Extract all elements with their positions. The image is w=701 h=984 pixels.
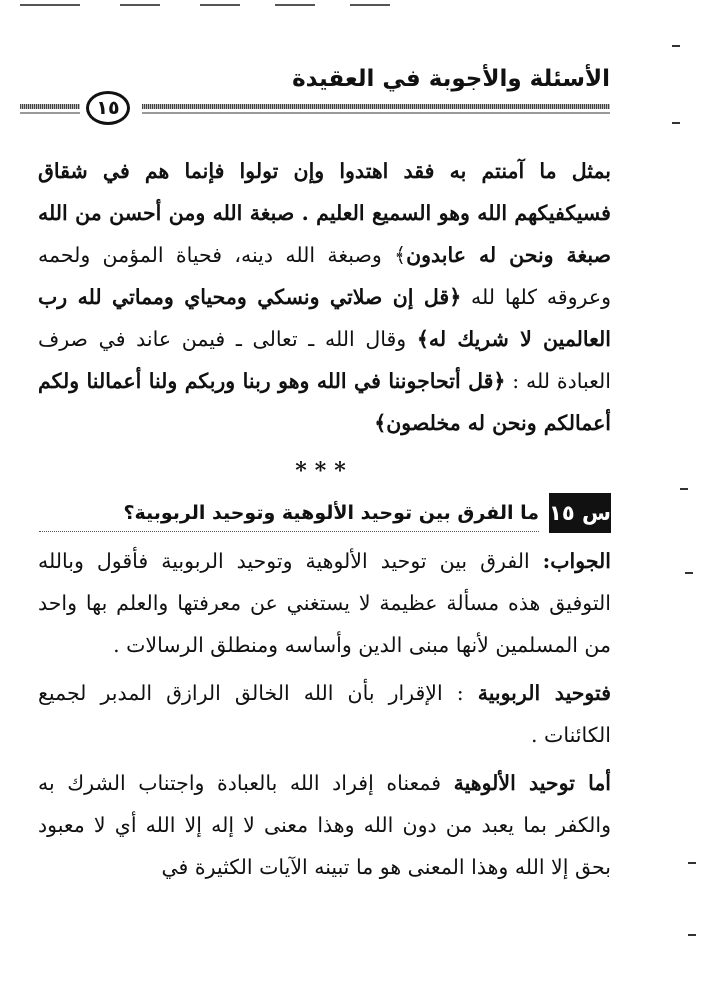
quran-quote: ﴿قل إن صلاتي ونسكي ومحياي ومماتي لله رب العالمين لا شريك له﴾ xyxy=(38,285,611,351)
edge-mark xyxy=(680,488,688,490)
body-text-segment: وقال الله ـ تعالى ـ فيمن عاند في صرف العبادة لله : xyxy=(38,327,611,393)
answer-paragraph xyxy=(38,762,611,888)
top-edge-rule xyxy=(200,4,240,6)
question-number-badge: س ١٥ xyxy=(549,493,611,533)
answer-paragraph xyxy=(38,672,611,756)
answer-text: الفرق بين توحيد الألوهية وتوحيد الربوبية فأقول وبالله التوفيق هذه مسألة عظيمة لا يستغني عن معرفتها والعلم بها واحد من المسلمين لأنها مبنى الدين وأساسه ومنطلق الرسالات . xyxy=(38,549,611,657)
edge-mark xyxy=(688,934,696,936)
question-text: ما الفرق بين توحيد الألوهية وتوحيد الربوبية؟ xyxy=(123,502,539,524)
page-number: ١٥ xyxy=(86,91,130,125)
question-heading xyxy=(38,493,611,533)
header-rule-thin xyxy=(142,112,610,114)
header-rule-left xyxy=(20,104,80,109)
quran-quote: ﴿قل أتحاجوننا في الله وهو ربنا وربكم ولنا أعمالنا ولكم أعمالكم ونحن له مخلصون﴾ xyxy=(38,369,611,435)
page-header xyxy=(20,66,610,126)
answer-paragraph xyxy=(38,540,611,666)
section-separator: *** xyxy=(295,458,354,484)
running-title: الأسئلة والأجوبة في العقيدة xyxy=(292,66,610,92)
body-text-segment: ﴾ وصبغة الله دينه، فحياة المؤمن ولحمه وعروقه كلها لله xyxy=(38,243,611,309)
edge-mark xyxy=(685,572,693,574)
top-edge-rule xyxy=(20,4,80,6)
header-rule-left-thin xyxy=(20,112,80,114)
answer-label: الجواب: xyxy=(542,549,611,573)
top-edge-rule xyxy=(120,4,160,6)
top-edge-rule xyxy=(350,4,390,6)
edge-mark xyxy=(672,122,680,124)
edge-mark xyxy=(688,862,696,864)
top-edge-rule xyxy=(275,4,315,6)
answer-block xyxy=(38,540,611,888)
answer-text: فمعناه إفراد الله بالعبادة واجتناب الشرك به والكفر بما يعبد من دون الله وهذا معنى لا إله إلا الله أي لا معبود بحق إلا الله وهذا المعنى هو ما تبينه الآيات الكثيرة في xyxy=(38,771,611,879)
edge-mark xyxy=(672,45,680,47)
quran-quote: بمثل ما آمنتم به فقد اهتدوا وإن تولوا فإنما هم في شقاق فسيكفيكهم الله وهو السميع العليم . صبغة الله ومن أحسن من الله صبغة ونحن له عابدون xyxy=(38,159,611,267)
header-rule xyxy=(142,104,610,109)
answer-text: : الإقرار بأن الله الخالق الرازق المدبر لجميع الكائنات . xyxy=(38,681,611,747)
continued-paragraph xyxy=(38,150,611,444)
uluhiyya-term: أما توحيد الألوهية xyxy=(453,771,611,795)
question-underline xyxy=(39,531,539,532)
rububiyya-term: فتوحيد الربوبية xyxy=(477,681,612,705)
